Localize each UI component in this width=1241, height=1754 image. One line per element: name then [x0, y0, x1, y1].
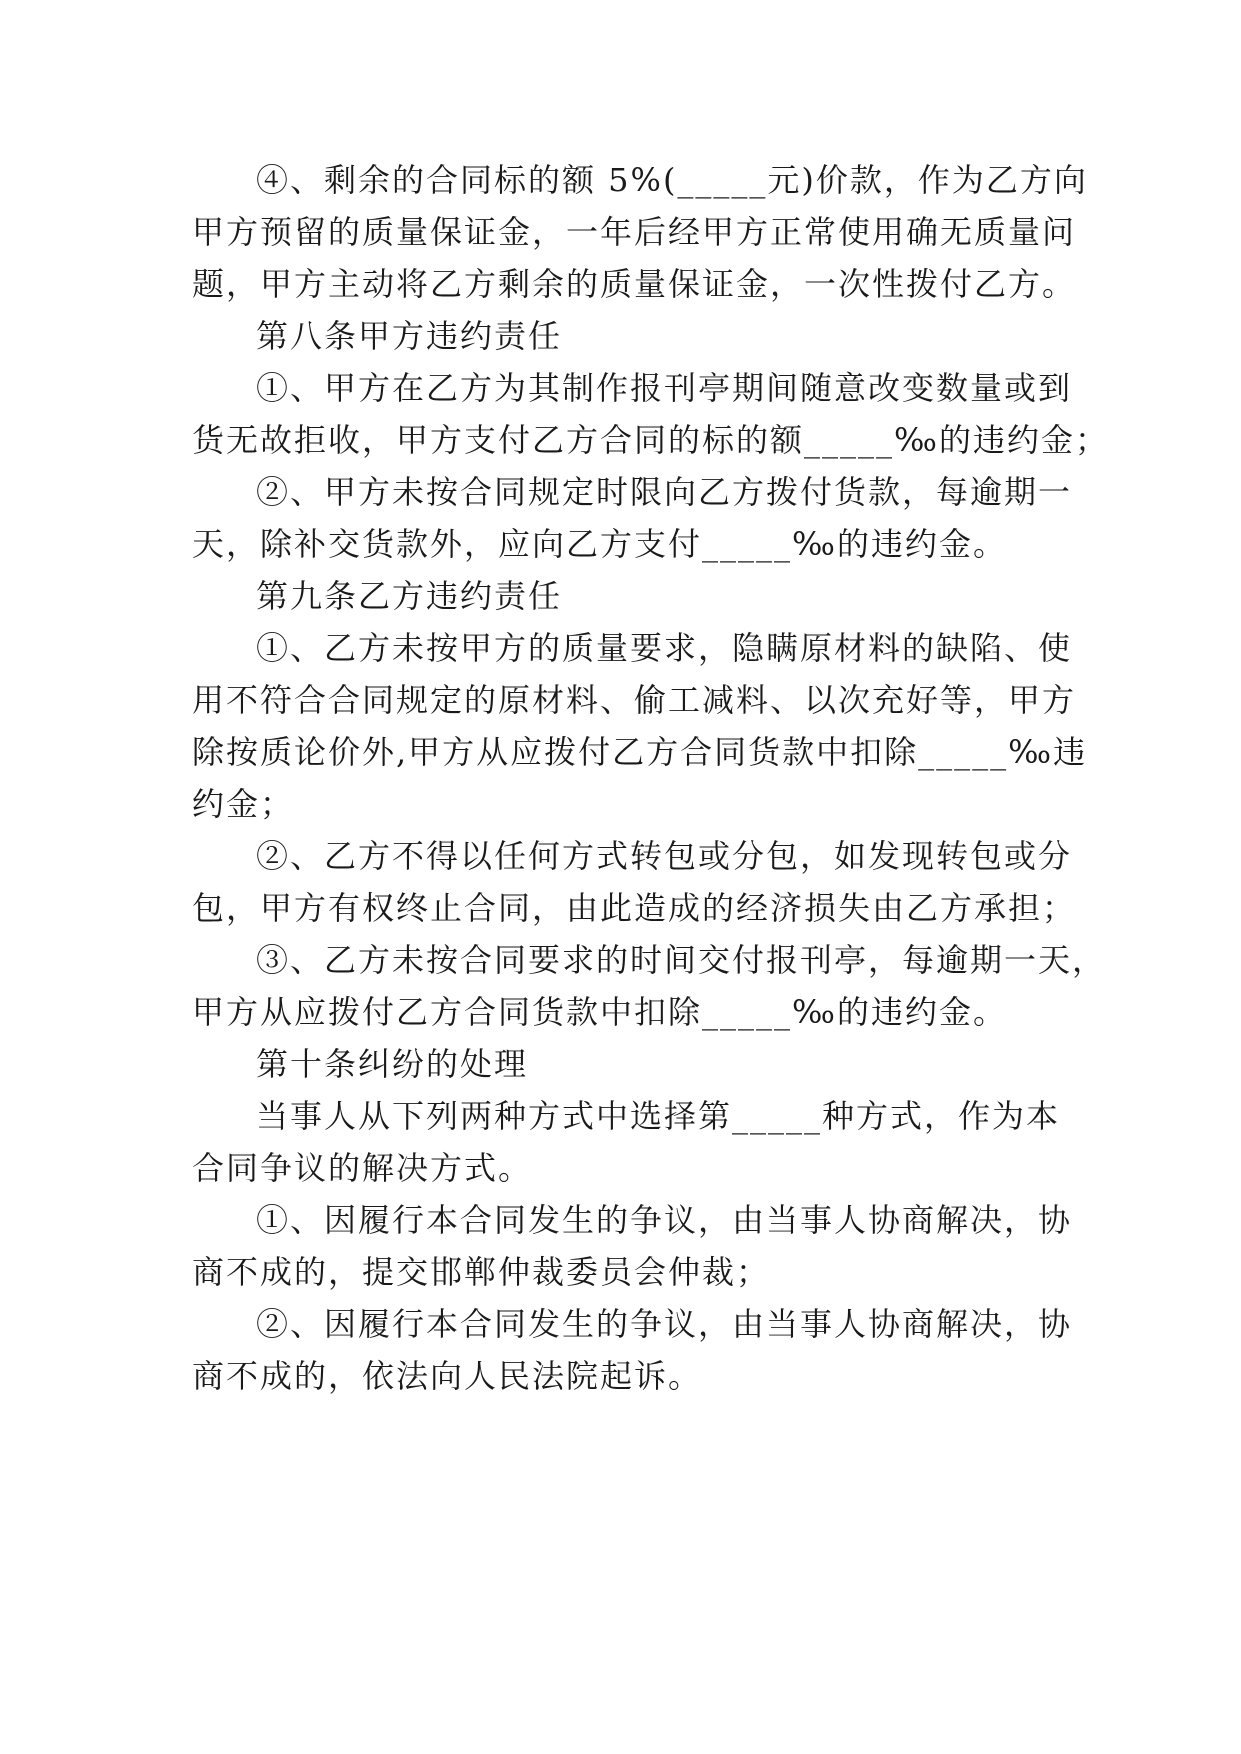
article-10-intro-line-1: 当事人从下列两种方式中选择第_____种方式，作为本 [256, 1097, 1061, 1135]
article-8-item-1-line-2: 货无故拒收，甲方支付乙方合同的标的额_____‰的违约金； [192, 421, 1109, 459]
article-9-item-1-line-1: ①、乙方未按甲方的质量要求，隐瞒原材料的缺陷、使 [256, 629, 1073, 667]
article-9-heading: 第九条乙方违约责任 [256, 577, 563, 615]
article-10-item-2-line-2: 商不成的，依法向人民法院起诉。 [192, 1357, 703, 1395]
article-8-item-2-line-1: ②、甲方未按合同规定时限向乙方拨付货款，每逾期一 [256, 473, 1073, 511]
article-9-item-2-line-2: 包，甲方有权终止合同，由此造成的经济损失由乙方承担； [192, 889, 1077, 927]
article-9-item-1-line-2: 用不符合合同规定的原材料、偷工减料、以次充好等，甲方 [192, 681, 1077, 719]
article-9-item-1-line-3: 除按质论价外,甲方从应拨付乙方合同货款中扣除_____‰违 [192, 733, 1088, 771]
clause-4-line-1: ④、剩余的合同标的额 5%(_____元)价款，作为乙方向 [256, 161, 1088, 199]
article-9-item-2-line-1: ②、乙方不得以任何方式转包或分包，如发现转包或分 [256, 837, 1073, 875]
article-9-item-1-line-4: 约金； [192, 785, 295, 823]
article-10-item-2-line-1: ②、因履行本合同发生的争议，由当事人协商解决，协 [256, 1305, 1073, 1343]
article-9-item-3-line-1: ③、乙方未按合同要求的时间交付报刊亭，每逾期一天， [256, 941, 1107, 979]
article-10-intro-line-2: 合同争议的解决方式。 [192, 1149, 533, 1187]
article-8-heading: 第八条甲方违约责任 [256, 317, 563, 355]
clause-4-line-2: 甲方预留的质量保证金，一年后经甲方正常使用确无质量问 [192, 213, 1077, 251]
clause-4-line-3: 题，甲方主动将乙方剩余的质量保证金，一次性拨付乙方。 [192, 265, 1077, 303]
article-10-item-1-line-1: ①、因履行本合同发生的争议，由当事人协商解决，协 [256, 1201, 1073, 1239]
article-10-heading: 第十条纠纷的处理 [256, 1045, 529, 1083]
article-8-item-2-line-2: 天，除补交货款外，应向乙方支付_____‰的违约金。 [192, 525, 1007, 563]
article-9-item-3-line-2: 甲方从应拨付乙方合同货款中扣除_____‰的违约金。 [192, 993, 1007, 1031]
article-8-item-1-line-1: ①、甲方在乙方为其制作报刊亭期间随意改变数量或到 [256, 369, 1073, 407]
article-10-item-1-line-2: 商不成的，提交邯郸仲裁委员会仲裁； [192, 1253, 771, 1291]
